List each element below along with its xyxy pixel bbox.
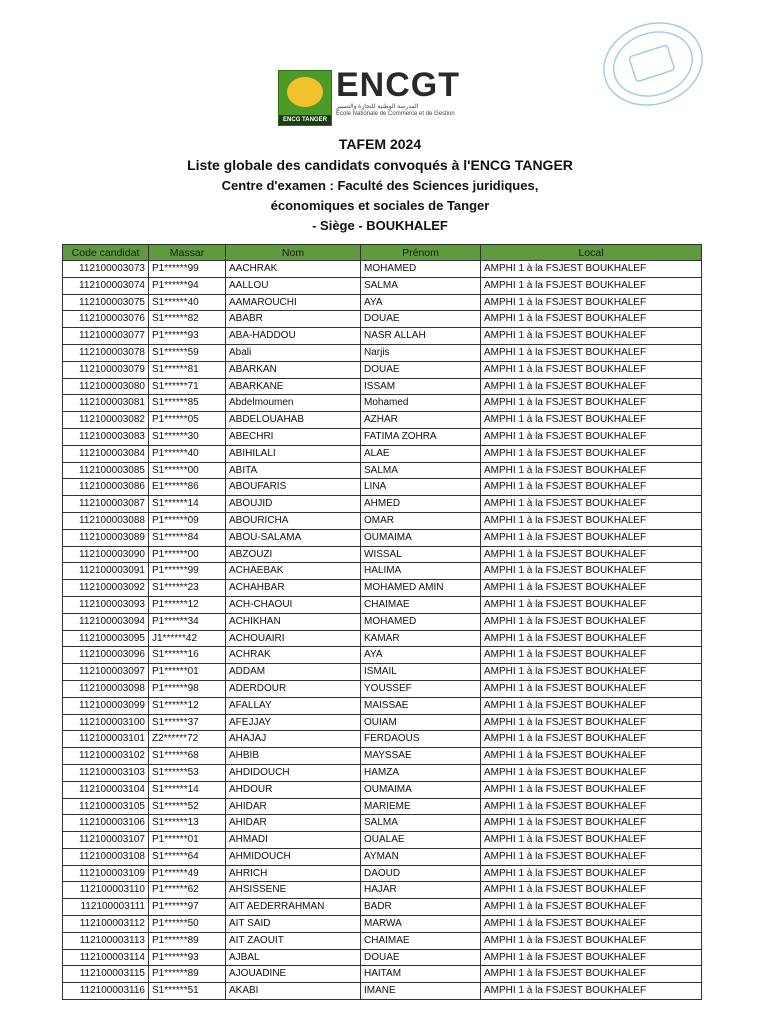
logo-subtitle-ar: المدرسة الوطنية للتجارة والتسيير (336, 104, 419, 110)
cell-local: AMPHI 1 à la FSJEST BOUKHALEF (481, 647, 702, 664)
cell-prenom: FERDAOUS (361, 731, 481, 748)
table-row (63, 311, 702, 328)
cell-prenom: FATIMA ZOHRA (361, 428, 481, 445)
cell-prenom: LINA (361, 479, 481, 496)
cell-local: AMPHI 1 à la FSJEST BOUKHALEF (481, 748, 702, 765)
cell-prenom: OUALAE (361, 832, 481, 849)
cell-prenom: Mohamed (361, 395, 481, 412)
title-line-4: économiques et sociales de Tanger (270, 198, 490, 213)
table-row (63, 949, 702, 966)
cell-massar: J1******42 (149, 630, 226, 647)
cell-prenom: BADR (361, 899, 481, 916)
cell-massar: S1******14 (149, 781, 226, 798)
title-line-1: TAFEM 2024 (338, 136, 422, 152)
table-row (63, 865, 702, 882)
cell-prenom: MAISSAE (361, 697, 481, 714)
column-header: Local (481, 245, 702, 261)
cell-local: AMPHI 1 à la FSJEST BOUKHALEF (481, 731, 702, 748)
cell-code: 112100003079 (63, 361, 149, 378)
cell-code: 112100003090 (63, 546, 149, 563)
cell-code: 112100003082 (63, 412, 149, 429)
cell-nom: Abdelmoumen (226, 395, 361, 412)
cell-massar: S1******13 (149, 815, 226, 832)
cell-code: 112100003080 (63, 378, 149, 395)
cell-massar: P1******94 (149, 277, 226, 294)
cell-code: 112100003105 (63, 798, 149, 815)
cell-code: 112100003107 (63, 832, 149, 849)
cell-massar: S1******16 (149, 647, 226, 664)
cell-prenom: OMAR (361, 512, 481, 529)
cell-local: AMPHI 1 à la FSJEST BOUKHALEF (481, 395, 702, 412)
cell-nom: ACHOUAIRI (226, 630, 361, 647)
cell-code: 112100003101 (63, 731, 149, 748)
table-row (63, 563, 702, 580)
cell-massar: P1******97 (149, 899, 226, 916)
cell-nom: AIT ZAOUIT (226, 932, 361, 949)
table-row (63, 882, 702, 899)
table-row (63, 764, 702, 781)
cell-local: AMPHI 1 à la FSJEST BOUKHALEF (481, 613, 702, 630)
cell-massar: S1******14 (149, 496, 226, 513)
cell-code: 112100003096 (63, 647, 149, 664)
cell-code: 112100003091 (63, 563, 149, 580)
cell-prenom: HALIMA (361, 563, 481, 580)
cell-massar: P1******01 (149, 664, 226, 681)
table-row (63, 277, 702, 294)
cell-nom: AHBIB (226, 748, 361, 765)
column-header: Prénom (361, 245, 481, 261)
table-row (63, 932, 702, 949)
cell-massar: P1******98 (149, 680, 226, 697)
cell-nom: ACHAHBAR (226, 580, 361, 597)
cell-code: 112100003095 (63, 630, 149, 647)
cell-massar: S1******59 (149, 344, 226, 361)
cell-local: AMPHI 1 à la FSJEST BOUKHALEF (481, 664, 702, 681)
cell-nom: AIT AEDERRAHMAN (226, 899, 361, 916)
table-row (63, 848, 702, 865)
cell-local: AMPHI 1 à la FSJEST BOUKHALEF (481, 832, 702, 849)
cell-massar: S1******30 (149, 428, 226, 445)
cell-nom: AKABI (226, 983, 361, 1000)
cell-code: 112100003098 (63, 680, 149, 697)
cell-massar: S1******00 (149, 462, 226, 479)
title-line-3: Centre d'examen : Faculté des Sciences juridiques, (221, 178, 539, 193)
cell-massar: S1******12 (149, 697, 226, 714)
cell-code: 112100003099 (63, 697, 149, 714)
cell-nom: ABOURICHA (226, 512, 361, 529)
cell-code: 112100003108 (63, 848, 149, 865)
cell-massar: S1******53 (149, 764, 226, 781)
table-row (63, 546, 702, 563)
cell-massar: S1******23 (149, 580, 226, 597)
cell-massar: P1******05 (149, 412, 226, 429)
cell-code: 112100003113 (63, 932, 149, 949)
cell-nom: ADERDOUR (226, 680, 361, 697)
cell-prenom: DOUAE (361, 361, 481, 378)
cell-nom: AHDOUR (226, 781, 361, 798)
cell-prenom: YOUSSEF (361, 680, 481, 697)
cell-local: AMPHI 1 à la FSJEST BOUKHALEF (481, 445, 702, 462)
table-row (63, 832, 702, 849)
table-row (63, 294, 702, 311)
cell-prenom: SALMA (361, 277, 481, 294)
cell-code: 112100003114 (63, 949, 149, 966)
cell-local: AMPHI 1 à la FSJEST BOUKHALEF (481, 311, 702, 328)
cell-code: 112100003089 (63, 529, 149, 546)
cell-code: 112100003085 (63, 462, 149, 479)
cell-massar: S1******84 (149, 529, 226, 546)
cell-local: AMPHI 1 à la FSJEST BOUKHALEF (481, 983, 702, 1000)
cell-prenom: AYMAN (361, 848, 481, 865)
institution-stamp (594, 16, 712, 112)
cell-local: AMPHI 1 à la FSJEST BOUKHALEF (481, 546, 702, 563)
logo-name: ENCGT (336, 66, 460, 104)
cell-local: AMPHI 1 à la FSJEST BOUKHALEF (481, 966, 702, 983)
cell-massar: E1******86 (149, 479, 226, 496)
logo-caption: ENCG TANGER (279, 115, 331, 125)
cell-local: AMPHI 1 à la FSJEST BOUKHALEF (481, 916, 702, 933)
cell-prenom: AZHAR (361, 412, 481, 429)
cell-code: 112100003112 (63, 916, 149, 933)
cell-local: AMPHI 1 à la FSJEST BOUKHALEF (481, 630, 702, 647)
cell-code: 112100003115 (63, 966, 149, 983)
cell-prenom: DOUAE (361, 949, 481, 966)
cell-prenom: HAMZA (361, 764, 481, 781)
cell-nom: AJOUADINE (226, 966, 361, 983)
cell-code: 112100003084 (63, 445, 149, 462)
cell-nom: AHDIDOUCH (226, 764, 361, 781)
table-row (63, 580, 702, 597)
cell-nom: AHIDAR (226, 815, 361, 832)
cell-massar: S1******82 (149, 311, 226, 328)
cell-prenom: Narjis (361, 344, 481, 361)
candidates-table (62, 244, 702, 1000)
column-header: Code candidat (63, 245, 149, 261)
cell-prenom: HAJAR (361, 882, 481, 899)
cell-prenom: MOHAMED (361, 613, 481, 630)
cell-prenom: OUMAIMA (361, 529, 481, 546)
table-row (63, 680, 702, 697)
cell-nom: AFEJJAY (226, 714, 361, 731)
cell-local: AMPHI 1 à la FSJEST BOUKHALEF (481, 781, 702, 798)
cell-prenom: SALMA (361, 462, 481, 479)
cell-massar: Z2******72 (149, 731, 226, 748)
cell-local: AMPHI 1 à la FSJEST BOUKHALEF (481, 277, 702, 294)
cell-code: 112100003103 (63, 764, 149, 781)
table-row (63, 899, 702, 916)
encg-logo (278, 66, 478, 124)
column-header: Nom (226, 245, 361, 261)
table-row (63, 966, 702, 983)
cell-nom: AHAJAJ (226, 731, 361, 748)
table-row (63, 395, 702, 412)
table-row (63, 412, 702, 429)
cell-nom: ABA-HADDOU (226, 328, 361, 345)
cell-local: AMPHI 1 à la FSJEST BOUKHALEF (481, 697, 702, 714)
cell-massar: P1******50 (149, 916, 226, 933)
cell-prenom: CHAIMAE (361, 596, 481, 613)
sun-icon (287, 77, 323, 107)
cell-prenom: ALAE (361, 445, 481, 462)
cell-prenom: NASR ALLAH (361, 328, 481, 345)
cell-nom: AHIDAR (226, 798, 361, 815)
cell-massar: P1******00 (149, 546, 226, 563)
cell-massar: S1******71 (149, 378, 226, 395)
cell-code: 112100003083 (63, 428, 149, 445)
cell-local: AMPHI 1 à la FSJEST BOUKHALEF (481, 580, 702, 597)
cell-nom: AHMADI (226, 832, 361, 849)
table-row (63, 529, 702, 546)
cell-prenom: HAITAM (361, 966, 481, 983)
cell-nom: ABARKANE (226, 378, 361, 395)
cell-local: AMPHI 1 à la FSJEST BOUKHALEF (481, 596, 702, 613)
table-row (63, 664, 702, 681)
cell-code: 112100003087 (63, 496, 149, 513)
table-row (63, 697, 702, 714)
cell-code: 112100003104 (63, 781, 149, 798)
cell-nom: ABDELOUAHAB (226, 412, 361, 429)
table-row (63, 344, 702, 361)
cell-nom: ACHIKHAN (226, 613, 361, 630)
cell-local: AMPHI 1 à la FSJEST BOUKHALEF (481, 949, 702, 966)
cell-local: AMPHI 1 à la FSJEST BOUKHALEF (481, 529, 702, 546)
logo-subtitle-fr: École Nationale de Commerce et de Gestion (336, 111, 455, 117)
cell-prenom: AHMED (361, 496, 481, 513)
cell-code: 112100003081 (63, 395, 149, 412)
cell-local: AMPHI 1 à la FSJEST BOUKHALEF (481, 932, 702, 949)
table-row (63, 428, 702, 445)
cell-local: AMPHI 1 à la FSJEST BOUKHALEF (481, 899, 702, 916)
table-row (63, 630, 702, 647)
cell-nom: AACHRAK (226, 261, 361, 278)
table-row (63, 479, 702, 496)
cell-local: AMPHI 1 à la FSJEST BOUKHALEF (481, 764, 702, 781)
cell-nom: ABZOUZI (226, 546, 361, 563)
cell-nom: ABABR (226, 311, 361, 328)
cell-nom: ABOU-SALAMA (226, 529, 361, 546)
cell-local: AMPHI 1 à la FSJEST BOUKHALEF (481, 512, 702, 529)
cell-massar: P1******93 (149, 949, 226, 966)
cell-code: 112100003097 (63, 664, 149, 681)
cell-massar: P1******62 (149, 882, 226, 899)
cell-prenom: MAYSSAE (361, 748, 481, 765)
cell-code: 112100003077 (63, 328, 149, 345)
table-row (63, 983, 702, 1000)
title-line-5: - Siège - BOUKHALEF (312, 218, 448, 233)
cell-code: 112100003076 (63, 311, 149, 328)
cell-local: AMPHI 1 à la FSJEST BOUKHALEF (481, 361, 702, 378)
cell-nom: AAMAROUCHI (226, 294, 361, 311)
cell-code: 112100003102 (63, 748, 149, 765)
cell-nom: ABOUFARIS (226, 479, 361, 496)
cell-nom: AHSISSENE (226, 882, 361, 899)
cell-massar: S1******37 (149, 714, 226, 731)
cell-nom: ABARKAN (226, 361, 361, 378)
table-row (63, 512, 702, 529)
cell-massar: P1******93 (149, 328, 226, 345)
table-row (63, 596, 702, 613)
table-row (63, 798, 702, 815)
cell-local: AMPHI 1 à la FSJEST BOUKHALEF (481, 865, 702, 882)
table-row (63, 378, 702, 395)
table-row (63, 462, 702, 479)
table-row (63, 361, 702, 378)
cell-code: 112100003106 (63, 815, 149, 832)
cell-nom: ABITA (226, 462, 361, 479)
cell-local: AMPHI 1 à la FSJEST BOUKHALEF (481, 680, 702, 697)
cell-nom: ACHAEBAK (226, 563, 361, 580)
cell-nom: AHRICH (226, 865, 361, 882)
cell-nom: AALLOU (226, 277, 361, 294)
cell-local: AMPHI 1 à la FSJEST BOUKHALEF (481, 496, 702, 513)
cell-nom: AIT SAID (226, 916, 361, 933)
cell-local: AMPHI 1 à la FSJEST BOUKHALEF (481, 428, 702, 445)
cell-nom: ACHRAK (226, 647, 361, 664)
table-row (63, 781, 702, 798)
table-row (63, 496, 702, 513)
cell-local: AMPHI 1 à la FSJEST BOUKHALEF (481, 714, 702, 731)
table-row (63, 445, 702, 462)
cell-local: AMPHI 1 à la FSJEST BOUKHALEF (481, 479, 702, 496)
cell-prenom: ISSAM (361, 378, 481, 395)
cell-nom: AHMIDOUCH (226, 848, 361, 865)
cell-code: 112100003111 (63, 899, 149, 916)
table-row (63, 647, 702, 664)
cell-prenom: DOUAE (361, 311, 481, 328)
cell-prenom: DAOUD (361, 865, 481, 882)
cell-massar: S1******52 (149, 798, 226, 815)
cell-nom: Abali (226, 344, 361, 361)
cell-prenom: MARIEME (361, 798, 481, 815)
cell-prenom: MOHAMED AMIN (361, 580, 481, 597)
cell-massar: P1******89 (149, 966, 226, 983)
document-header (100, 134, 660, 236)
cell-local: AMPHI 1 à la FSJEST BOUKHALEF (481, 344, 702, 361)
cell-massar: P1******40 (149, 445, 226, 462)
cell-nom: ABECHRI (226, 428, 361, 445)
cell-local: AMPHI 1 à la FSJEST BOUKHALEF (481, 328, 702, 345)
cell-code: 112100003109 (63, 865, 149, 882)
cell-code: 112100003093 (63, 596, 149, 613)
cell-code: 112100003092 (63, 580, 149, 597)
cell-prenom: WISSAL (361, 546, 481, 563)
cell-local: AMPHI 1 à la FSJEST BOUKHALEF (481, 798, 702, 815)
table-row (63, 714, 702, 731)
cell-prenom: KAMAR (361, 630, 481, 647)
table-body (63, 261, 702, 1000)
table-row (63, 916, 702, 933)
cell-massar: S1******85 (149, 395, 226, 412)
table-row (63, 748, 702, 765)
cell-local: AMPHI 1 à la FSJEST BOUKHALEF (481, 261, 702, 278)
cell-massar: P1******49 (149, 865, 226, 882)
cell-code: 112100003086 (63, 479, 149, 496)
cell-nom: ABIHILALI (226, 445, 361, 462)
cell-code: 112100003116 (63, 983, 149, 1000)
cell-code: 112100003073 (63, 261, 149, 278)
cell-code: 112100003074 (63, 277, 149, 294)
table-row (63, 261, 702, 278)
cell-code: 112100003110 (63, 882, 149, 899)
table-row (63, 731, 702, 748)
column-header: Massar (149, 245, 226, 261)
cell-code: 112100003094 (63, 613, 149, 630)
table-row (63, 328, 702, 345)
cell-massar: S1******68 (149, 748, 226, 765)
cell-prenom: OUIAM (361, 714, 481, 731)
cell-nom: ACH-CHAOUI (226, 596, 361, 613)
cell-massar: P1******09 (149, 512, 226, 529)
title-line-2: Liste globale des candidats convoqués à l'ENCG TANGER (187, 157, 573, 173)
cell-prenom: AYA (361, 647, 481, 664)
cell-local: AMPHI 1 à la FSJEST BOUKHALEF (481, 563, 702, 580)
cell-local: AMPHI 1 à la FSJEST BOUKHALEF (481, 848, 702, 865)
cell-local: AMPHI 1 à la FSJEST BOUKHALEF (481, 462, 702, 479)
table-header-row (63, 245, 702, 261)
cell-local: AMPHI 1 à la FSJEST BOUKHALEF (481, 882, 702, 899)
logo-subtitle (336, 104, 476, 118)
table-row (63, 613, 702, 630)
logo-emblem (278, 70, 332, 126)
cell-code: 112100003088 (63, 512, 149, 529)
cell-massar: S1******64 (149, 848, 226, 865)
cell-massar: P1******01 (149, 832, 226, 849)
cell-massar: S1******40 (149, 294, 226, 311)
cell-massar: P1******99 (149, 563, 226, 580)
cell-nom: ABOUJID (226, 496, 361, 513)
cell-massar: P1******99 (149, 261, 226, 278)
cell-code: 112100003100 (63, 714, 149, 731)
cell-prenom: IMANE (361, 983, 481, 1000)
cell-prenom: ISMAIL (361, 664, 481, 681)
cell-prenom: MARWA (361, 916, 481, 933)
cell-massar: S1******81 (149, 361, 226, 378)
cell-nom: ADDAM (226, 664, 361, 681)
cell-massar: P1******12 (149, 596, 226, 613)
cell-massar: S1******51 (149, 983, 226, 1000)
cell-prenom: MOHAMED (361, 261, 481, 278)
cell-prenom: OUMAIMA (361, 781, 481, 798)
cell-local: AMPHI 1 à la FSJEST BOUKHALEF (481, 378, 702, 395)
cell-code: 112100003078 (63, 344, 149, 361)
cell-local: AMPHI 1 à la FSJEST BOUKHALEF (481, 412, 702, 429)
cell-massar: P1******89 (149, 932, 226, 949)
cell-local: AMPHI 1 à la FSJEST BOUKHALEF (481, 815, 702, 832)
cell-massar: P1******34 (149, 613, 226, 630)
table-row (63, 815, 702, 832)
cell-nom: AJBAL (226, 949, 361, 966)
cell-prenom: SALMA (361, 815, 481, 832)
cell-prenom: CHAIMAE (361, 932, 481, 949)
cell-prenom: AYA (361, 294, 481, 311)
cell-code: 112100003075 (63, 294, 149, 311)
cell-local: AMPHI 1 à la FSJEST BOUKHALEF (481, 294, 702, 311)
cell-nom: AFALLAY (226, 697, 361, 714)
